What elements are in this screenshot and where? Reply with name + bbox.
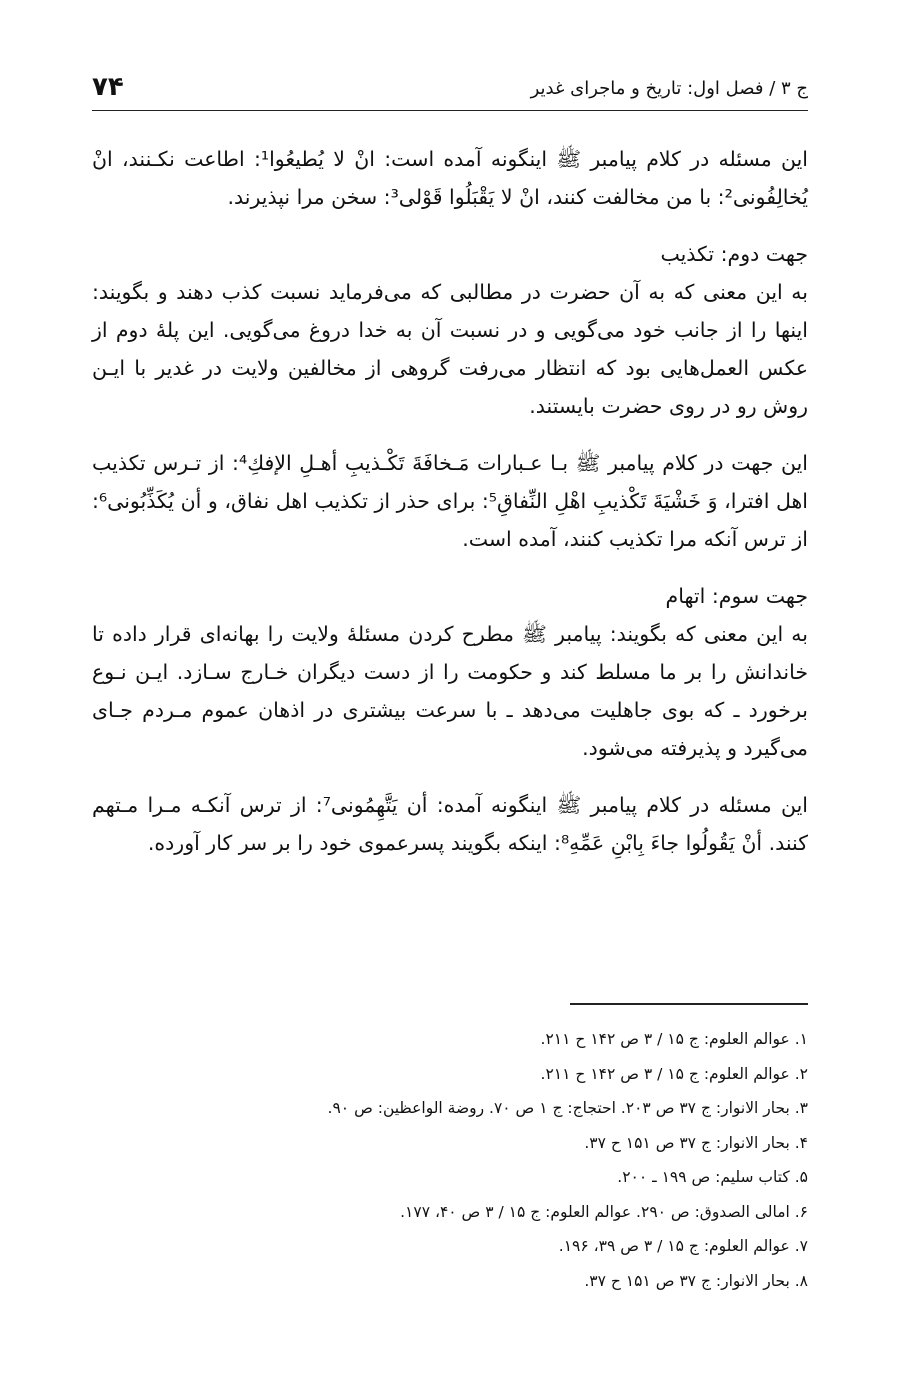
footnote-item: ۱. عوالم العلوم: ج ۱۵ / ۳ ص ۱۴۲ ح ۲۱۱.	[540, 1030, 808, 1048]
section-heading-2: جهت دوم: تکذیب	[660, 242, 808, 266]
section-heading-3: جهت سوم: اتهام	[665, 584, 808, 608]
footnote-item: ۶. امالی الصدوق: ص ۲۹۰. عوالم العلوم: ج ۱۵ / ۳ ص ۴۰، ۱۷۷.	[400, 1202, 808, 1221]
paragraph-3: این جهت در کلام پیامبر ﷺ بـا عـبارات مَـخافَةَ تَكْـذيبِ أهـلِ الإفكِ⁴: از تـرس تکذیب اهل افترا، وَ خَشْيَةَ تَكْذيبِ اهْلِ النِّفاقِ⁵: برای حذر از تکذیب اهل نفاق، و أن يُكَذِّبُونى⁶: از ترس آنکه مرا تکذیب کنند، آمده است.	[92, 451, 808, 551]
main-text	[92, 140, 808, 881]
footnote-divider	[570, 1003, 808, 1005]
header-title: ج ۳ / فصل اول: تاریخ و ماجرای غدیر	[530, 78, 808, 99]
footnote-item: ۳. بحار الانوار: ج ۳۷ ص ۲۰۳. احتجاج: ج ۱ ص ۷۰. روضة الواعظين: ص ۹۰.	[327, 1099, 808, 1117]
footnote-item: ۲. عوالم العلوم: ج ۱۵ / ۳ ص ۱۴۲ ح ۲۱۱.	[540, 1064, 808, 1083]
book-page	[92, 0, 808, 1390]
footnote-item: ۸. بحار الانوار: ج ۳۷ ص ۱۵۱ ح ۳۷.	[584, 1271, 808, 1290]
page-number: ۷۴	[92, 72, 124, 102]
paragraph-4: به این معنی که بگویند: پیامبر ﷺ مطرح کردن مسئلهٔ ولایت را بهانه‌ای قرار داده تا خاندانش را بر ما مسلط کند و حکومت را از دست دیگران خـارج سـازد. ایـن نـوع برخورد ـ که بوی جاهلیت می‌دهد ـ با سرعت بیشتری در اذهان عموم مـردم جـای می‌گیرد و پذیرفته می‌شود.	[92, 622, 808, 760]
paragraph-2: به این معنی که به آن حضرت در مطالبی که می‌فرماید نسبت کذب دهند و بگویند: اینها را از جانب خود می‌گویی و در نسبت آن به خدا دروغ می‌گویی. این پلهٔ دوم از عکس العمل‌هایی بود که انتظار می‌رفت گروهی از مخالفین ولایت در غدیر با ایـن روش رو در روی حضرت بایستند.	[92, 280, 808, 418]
footnotes	[92, 1022, 808, 1298]
running-header	[92, 70, 808, 111]
footnote-item: ۵. کتاب سلیم: ص ۱۹۹ ـ ۲۰۰.	[617, 1168, 808, 1186]
footnote-item: ۷. عوالم العلوم: ج ۱۵ / ۳ ص ۳۹، ۱۹۶.	[558, 1237, 808, 1255]
paragraph-5: این مسئله در کلام پیامبر ﷺ اینگونه آمده: أن يَتَّهِمُونى⁷: از ترس آنکـه مـرا مـتهم کنند. أنْ يَقُولُوا جاءَ بِابْنِ عَمِّهِ⁸: اینکه بگویند پسرعموی خود را بر سر کار آورده.	[92, 793, 808, 855]
footnote-item: ۴. بحار الانوار: ج ۳۷ ص ۱۵۱ ح ۳۷.	[584, 1133, 808, 1152]
paragraph-1: این مسئله در کلام پیامبر ﷺ اینگونه آمده است: انْ لا يُطيعُوا¹: اطاعت نکـنند، انْ يُخالِفُونى²: با من مخالفت کنند، انْ لا يَقْبَلُوا قَوْلى³: سخن مرا نپذیرند.	[92, 147, 808, 209]
